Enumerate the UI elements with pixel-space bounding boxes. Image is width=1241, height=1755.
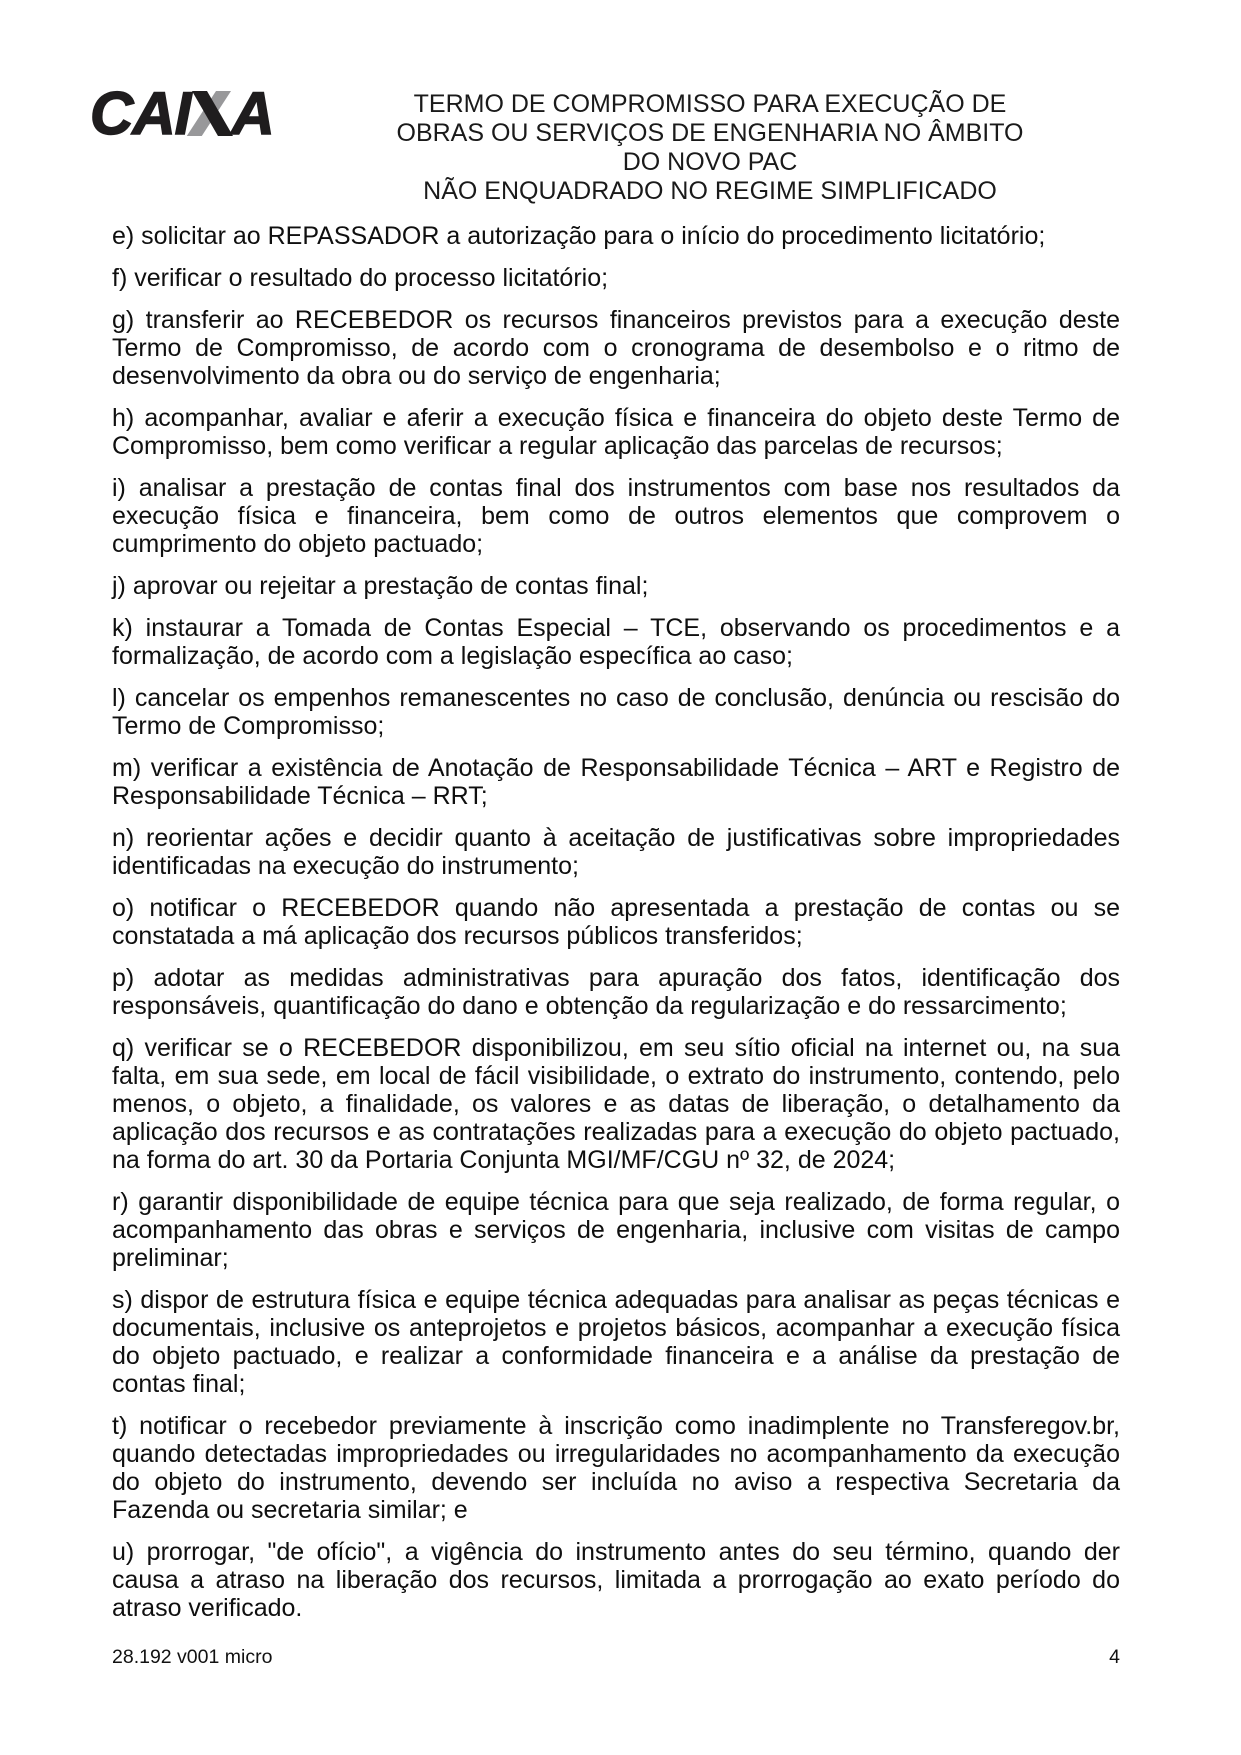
caixa-x-icon — [190, 92, 231, 135]
paragraph-l: l) cancelar os empenhos remanescentes no caso de conclusão, denúncia ou rescisão do Termo de Compromisso; — [112, 684, 1120, 740]
caixa-logo — [90, 80, 274, 147]
document-title — [300, 90, 1120, 206]
doc-code: 28.192 v001 micro — [112, 1646, 273, 1668]
title-line-4: NÃO ENQUADRADO NO REGIME SIMPLIFICADO — [423, 177, 997, 205]
paragraph-list — [112, 222, 1120, 1622]
paragraph-h: h) acompanhar, avaliar e aferir a execução física e financeira do objeto deste Termo de Compromisso, bem como verificar a regular aplicação das parcelas de recursos; — [112, 404, 1120, 460]
paragraph-r: r) garantir disponibilidade de equipe técnica para que seja realizado, de forma regular, o acompanhamento das obras e serviços de engenharia, inclusive com visitas de campo preliminar; — [112, 1188, 1120, 1272]
paragraph-q: q) verificar se o RECEBEDOR disponibilizou, em seu sítio oficial na internet ou, na sua falta, em sua sede, em local de fácil visibilidade, o extrato do instrumento, contendo, pelo menos, o objeto, a finalidade, os valores e as datas de liberação, o detalhamento da aplicação dos recursos e as contratações realizadas para a execução do objeto pactuado, na forma do art. 30 da Portaria Conjunta MGI/MF/CGU nº 32, de 2024; — [112, 1034, 1120, 1174]
document-body — [112, 222, 1120, 1636]
paragraph-e: e) solicitar ao REPASSADOR a autorização para o início do procedimento licitatório; — [112, 222, 1046, 250]
paragraph-s: s) dispor de estrutura física e equipe técnica adequadas para analisar as peças técnicas e documentais, inclusive os anteprojetos e projetos básicos, acompanhar a execução física do objeto pactuado, e realizar a conformidade financeira e a análise da prestação de contas final; — [112, 1286, 1120, 1398]
paragraph-j: j) aprovar ou rejeitar a prestação de contas final; — [112, 572, 649, 600]
paragraph-k: k) instaurar a Tomada de Contas Especial – TCE, observando os procedimentos e a formalização, de acordo com a legislação específica ao caso; — [112, 614, 1120, 670]
page-number: 4 — [1109, 1646, 1120, 1668]
paragraph-p: p) adotar as medidas administrativas para apuração dos fatos, identificação dos responsáveis, quantificação do dano e obtenção da regularização e do ressarcimento; — [112, 964, 1120, 1020]
paragraph-o: o) notificar o RECEBEDOR quando não apresentada a prestação de contas ou se constatada a má aplicação dos recursos públicos transferidos; — [112, 894, 1120, 950]
caixa-logo-text-suffix: A — [231, 80, 274, 147]
paragraph-g: g) transferir ao RECEBEDOR os recursos financeiros previstos para a execução deste Termo de Compromisso, de acordo com o cronograma de desembolso e o ritmo de desenvolvimento da obra ou do serviço de engenharia; — [112, 306, 1120, 390]
paragraph-i: i) analisar a prestação de contas final dos instrumentos com base nos resultados da execução física e financeira, bem como de outros elementos que comprovem o cumprimento do objeto pactuado; — [112, 474, 1120, 558]
paragraph-n: n) reorientar ações e decidir quanto à aceitação de justificativas sobre impropriedades identificadas na execução do instrumento; — [112, 824, 1120, 880]
paragraph-f: f) verificar o resultado do processo licitatório; — [112, 264, 609, 292]
paragraph-u: u) prorrogar, "de ofício", a vigência do instrumento antes do seu término, quando der causa a atraso na liberação dos recursos, limitada a prorrogação ao exato período do atraso verificado. — [112, 1538, 1120, 1622]
paragraph-m: m) verificar a existência de Anotação de Responsabilidade Técnica – ART e Registro de Responsabilidade Técnica – RRT; — [112, 754, 1120, 810]
document-footer — [112, 1646, 1120, 1669]
paragraph-t: t) notificar o recebedor previamente à inscrição como inadimplente no Transferegov.br, quando detectadas impropriedades ou irregularidades no acompanhamento da execução do objeto do instrumento, devendo ser incluída no aviso a respectiva Secretaria da Fazenda ou secretaria similar; e — [112, 1412, 1120, 1524]
caixa-logo-text-prefix: CAI — [90, 80, 191, 147]
title-line-2: OBRAS OU SERVIÇOS DE ENGENHARIA NO ÂMBITO — [396, 119, 1024, 147]
title-line-3: DO NOVO PAC — [622, 148, 798, 176]
title-line-1: TERMO DE COMPROMISSO PARA EXECUÇÃO DE — [413, 90, 1007, 118]
